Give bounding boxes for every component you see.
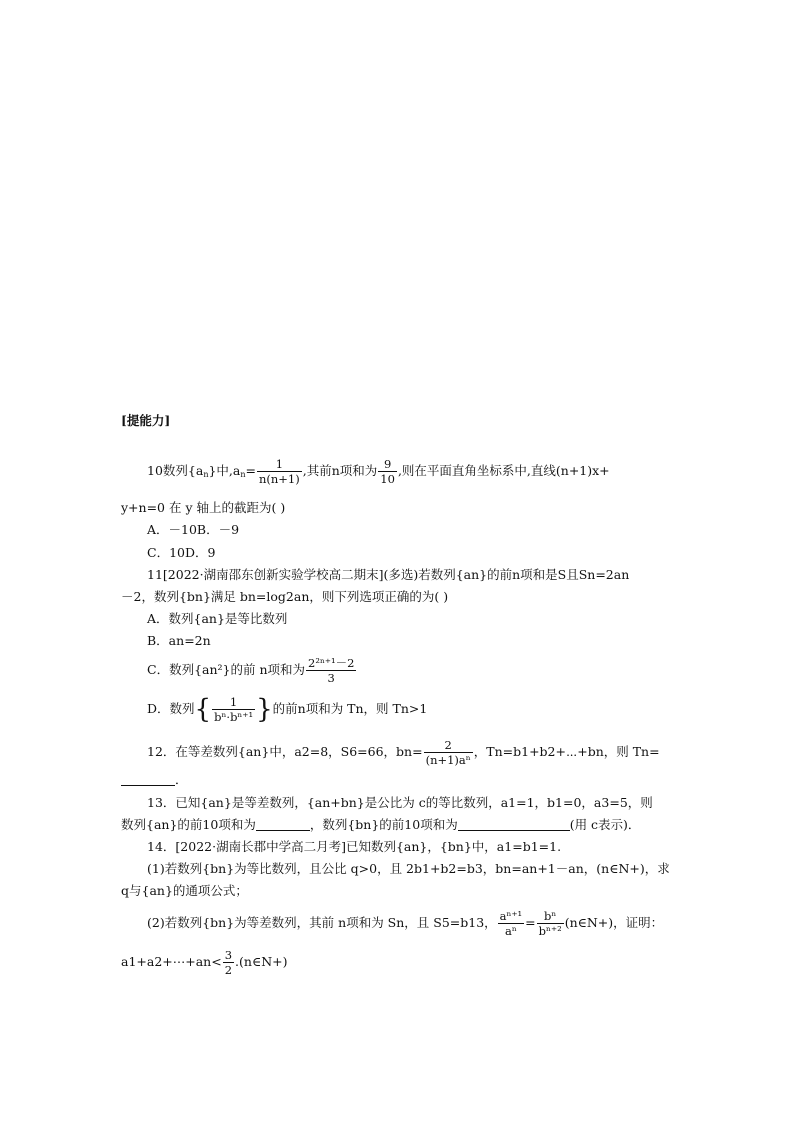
q10-option-a: A．－10B．－9	[147, 522, 240, 537]
q11-line1: 11[2022·湖南邵东创新实验学校高二期末](多选)若数列{an}的前n项和是S且Sn=2an	[147, 567, 630, 582]
section-title: [提能力]	[121, 413, 171, 428]
q10-tail: 则在平面直角坐标系中,直线(n+1)x+	[401, 463, 610, 478]
q10-line1: 10数列$\{a_n\}$中$,a_n=$ $\frac{1}{n(n+1)}$ ,其前n项和为 $\frac{9}{10}$ ,则在平面直角坐标系中,直线(n+1)x+	[147, 457, 610, 486]
q11-option-d: D．数列{ $\frac{1}{\text{bⁿ·bⁿ⁺¹}}$ }的前n项和为 Tn，则 Tn>1	[147, 694, 428, 725]
q10-fraction: $\frac{1}{n(n+1)}$	[259, 457, 300, 486]
q14-part2-line2: a1+a2+⋯+an< $\frac{3}{2}$ .(n∈N+)	[121, 948, 288, 977]
q14-fraction-b: $\frac{\text{bⁿ}}{\text{bⁿ⁺²}}$	[538, 909, 562, 938]
q13-blank-1[interactable]	[256, 818, 310, 831]
q14-line1: 14．[2022·湖南长郡中学高二月考]已知数列{an}，{bn}中，a1=b1=1.	[147, 839, 562, 854]
q14-part1-line1: (1)若数列{bn}为等比数列，且公比 q>0，且 2b1+b2=b3，bn=an+1－an，(n∈N+)，求	[147, 861, 670, 876]
q12-answer-line: ．	[121, 772, 188, 788]
q11-line2: －2，数列{bn}满足 bn=log2an，则下列选项正确的为( )	[121, 589, 449, 604]
q11-d-fraction: $\frac{1}{\text{bⁿ·bⁿ⁺¹}}$	[214, 695, 254, 724]
q11-option-b: B．an=2n	[147, 633, 211, 648]
q10-sum-fraction: $\frac{9}{10}$	[380, 457, 395, 486]
q12-answer-blank[interactable]	[121, 773, 175, 786]
q13-blank-2[interactable]	[458, 818, 570, 831]
q14-fraction-a: $\frac{\text{aⁿ⁺¹}}{\text{aⁿ}}$	[499, 909, 523, 938]
q10-line2: y+n=0 在 y 轴上的截距为( )	[121, 500, 286, 515]
q11-option-c: C．数列{an²}的前 n项和为 $\frac{\text{2²ⁿ⁺¹－2}}{3}$	[147, 656, 355, 685]
q12-fraction: $\frac{2}{\text{(n+1)aⁿ}}$	[425, 738, 471, 767]
q13-line1: 13．已知{an}是等差数列，{an+bn}是公比为 c的等比数列，a1=1，b1=0，a3=5，则	[147, 795, 653, 810]
q10-prefix: 10数列	[147, 463, 188, 478]
q13-line2: 数列{an}的前10项和为 ，数列{bn}的前10项和为 (用 c表示)．	[121, 817, 641, 832]
q10-mid: 其前n项和为	[306, 463, 378, 478]
q10-option-c: C．10D．9	[147, 545, 216, 560]
q11-option-a: A．数列{an}是等比数列	[147, 611, 288, 626]
q14-part2-line1: (2)若数列{bn}为等差数列，其前 n项和为 Sn，且 S5=b13， $\frac{\text{aⁿ⁺¹}}{\text{aⁿ}}$ = $\frac{\text{bⁿ}}{\text{bⁿ⁺²}}$ (n∈N+)，证明：	[147, 909, 664, 938]
q11-c-fraction: $\frac{\text{2²ⁿ⁺¹－2}}{3}$	[308, 656, 355, 685]
q14-bound-fraction: $\frac{3}{2}$	[224, 948, 233, 977]
q14-part1-line2: q与{an}的通项公式；	[121, 883, 248, 898]
q12-line1: 12．在等差数列{an}中，a2=8，S6=66，bn= $\frac{2}{\text{(n+1)aⁿ}}$ ，Tn=b1+b2+⋯+bn，则 Tn=	[147, 738, 660, 767]
